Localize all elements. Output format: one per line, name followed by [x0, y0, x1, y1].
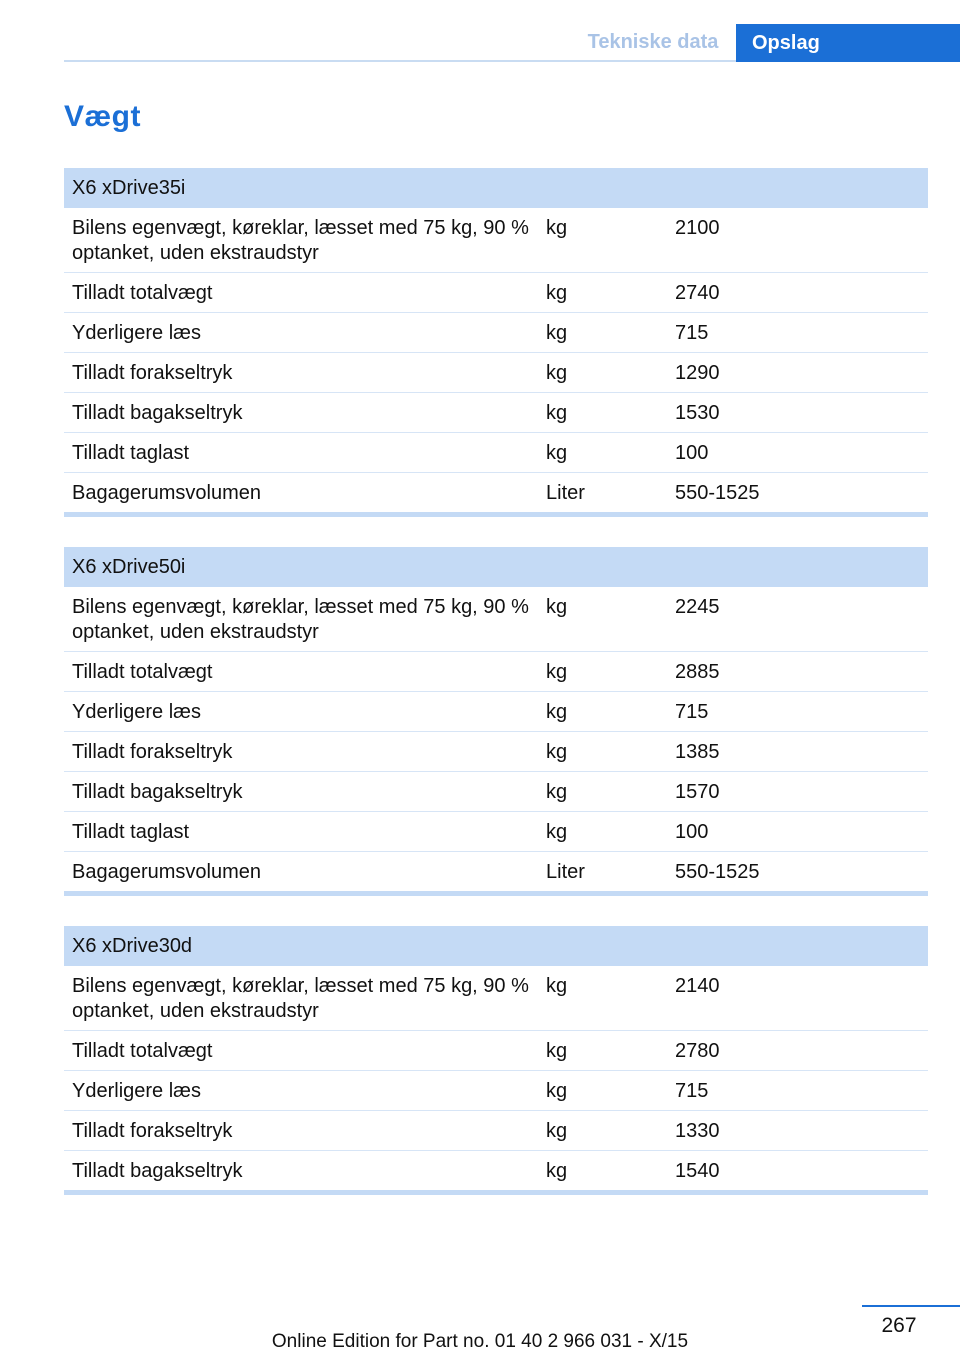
row-value: 550-1525 [675, 861, 760, 883]
table-row [64, 393, 928, 433]
row-value: 1330 [675, 1120, 720, 1142]
table-header-model: X6 xDrive30d [64, 926, 928, 966]
table-row [64, 652, 928, 692]
row-unit: kg [546, 1120, 568, 1142]
row-unit: kg [546, 596, 568, 618]
table-row [64, 473, 928, 512]
table-row [64, 852, 928, 891]
row-value: 2245 [675, 596, 720, 618]
row-label: Tilladt taglast [72, 442, 190, 464]
table-row [64, 587, 928, 652]
row-value: 2740 [675, 282, 720, 304]
row-unit: kg [546, 322, 568, 344]
row-label: Yderligere læs [72, 701, 201, 723]
table-row [64, 966, 928, 1031]
row-label: Yderligere læs [72, 322, 201, 344]
row-label: Tilladt bagakseltryk [72, 402, 243, 424]
table-row [64, 692, 928, 732]
row-value: 1385 [675, 741, 720, 763]
tab-tekniske-data[interactable]: Tekniske data [587, 31, 719, 53]
row-label: Bilens egenvægt, køreklar, læsset med 75 kg, 90 % optanket, uden ekstraudstyr [72, 217, 529, 264]
table-header-model: X6 xDrive35i [64, 168, 928, 208]
footer-edition [0, 1331, 960, 1353]
row-value: 100 [675, 442, 709, 464]
table-row [64, 1031, 928, 1071]
row-unit: kg [546, 741, 568, 763]
table-end-bar [64, 512, 928, 517]
table-end-bar [64, 891, 928, 896]
row-value: 100 [675, 821, 709, 843]
row-unit: kg [546, 1160, 568, 1182]
row-unit: kg [546, 217, 568, 239]
table-row [64, 273, 928, 313]
row-unit: kg [546, 282, 568, 304]
table-row [64, 772, 928, 812]
row-value: 1540 [675, 1160, 720, 1182]
row-label: Tilladt bagakseltryk [72, 781, 243, 803]
page-title: Vægt [64, 100, 141, 133]
table-row [64, 353, 928, 393]
row-label: Tilladt forakseltryk [72, 362, 233, 384]
row-unit: Liter [546, 482, 585, 504]
table-row [64, 208, 928, 273]
table-row [64, 1111, 928, 1151]
row-label: Bagagerumsvolumen [72, 861, 261, 883]
row-value: 2780 [675, 1040, 720, 1062]
row-label: Bilens egenvægt, køreklar, læsset med 75 kg, 90 % optanket, uden ekstraudstyr [72, 975, 529, 1022]
row-label: Tilladt totalvægt [72, 282, 213, 304]
table-row [64, 1151, 928, 1190]
row-label: Bilens egenvægt, køreklar, læsset med 75 kg, 90 % optanket, uden ekstraudstyr [72, 596, 529, 643]
table-row [64, 732, 928, 772]
row-unit: kg [546, 701, 568, 723]
row-unit: kg [546, 1080, 568, 1102]
table-end-bar [64, 1190, 928, 1195]
row-unit: kg [546, 402, 568, 424]
row-value: 550-1525 [675, 482, 760, 504]
row-label: Tilladt bagakseltryk [72, 1160, 243, 1182]
page-number: 267 [881, 1314, 917, 1337]
row-value: 2885 [675, 661, 720, 683]
row-value: 1290 [675, 362, 720, 384]
row-label: Tilladt forakseltryk [72, 1120, 233, 1142]
row-label: Tilladt totalvægt [72, 1040, 213, 1062]
row-unit: kg [546, 661, 568, 683]
row-unit: kg [546, 1040, 568, 1062]
table-row [64, 433, 928, 473]
row-value: 2100 [675, 217, 720, 239]
row-value: 1530 [675, 402, 720, 424]
row-label: Tilladt totalvægt [72, 661, 213, 683]
row-value: 715 [675, 701, 709, 723]
row-unit: kg [546, 975, 568, 997]
table-row [64, 313, 928, 353]
row-value: 1570 [675, 781, 720, 803]
page-number-rule [862, 1305, 960, 1307]
row-unit: kg [546, 821, 568, 843]
footer-edition-text: Online Edition for Part no. 01 40 2 966 031 - X/15 [271, 1331, 689, 1352]
table-header-model: X6 xDrive50i [64, 547, 928, 587]
row-unit: Liter [546, 861, 585, 883]
row-unit: kg [546, 362, 568, 384]
spec-table-x6-xdrive50i [64, 547, 928, 896]
row-value: 715 [675, 1080, 709, 1102]
spec-table-x6-xdrive30d [64, 926, 928, 1195]
table-row [64, 1071, 928, 1111]
row-unit: kg [546, 442, 568, 464]
spec-table-x6-xdrive35i [64, 168, 928, 517]
table-row [64, 812, 928, 852]
row-unit: kg [546, 781, 568, 803]
row-value: 715 [675, 322, 709, 344]
row-value: 2140 [675, 975, 720, 997]
row-label: Tilladt forakseltryk [72, 741, 233, 763]
row-label: Yderligere læs [72, 1080, 201, 1102]
tab-opslag[interactable]: Opslag [736, 24, 960, 62]
row-label: Bagagerumsvolumen [72, 482, 261, 504]
row-label: Tilladt taglast [72, 821, 190, 843]
